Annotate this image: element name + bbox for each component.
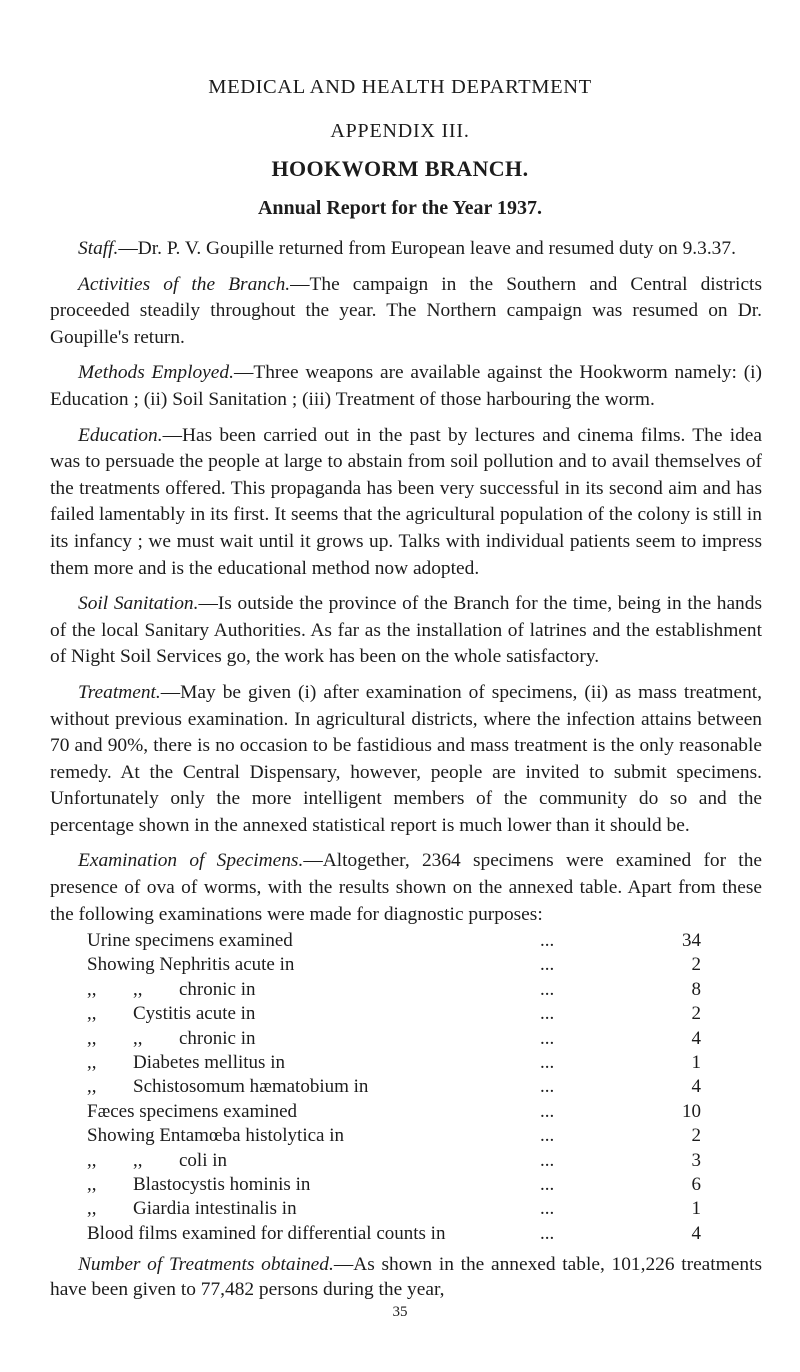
leader-dots: ... — [540, 1173, 555, 1195]
exam-label — [87, 1075, 368, 1099]
appendix-heading: APPENDIX III. — [330, 120, 470, 142]
paragraph-methods — [50, 360, 762, 413]
leader-dots: ... — [540, 1149, 555, 1171]
exam-value: 2 — [691, 1003, 701, 1025]
paragraph-text: —Three weapons are available against the Hookworm namely: (i) Education ; (ii) Soil Sanitation ; (iii) Treatment of those harbouring the worm. — [50, 362, 762, 410]
exam-label — [87, 953, 294, 977]
paragraph-text: —Dr. P. V. Goupille returned from European leave and resumed duty on 9.3.37. — [118, 238, 736, 259]
exam-label-text: Fæces specimens examined — [87, 1100, 298, 1122]
exam-value: 10 — [682, 1100, 701, 1122]
diagnostic-exam-list — [87, 929, 707, 1246]
exam-row — [87, 1173, 707, 1197]
exam-value: 2 — [691, 954, 701, 976]
exam-row — [87, 1075, 707, 1099]
ditto-mark: ,, — [87, 1003, 97, 1025]
leader-dots: ... — [540, 1125, 555, 1147]
ditto-mark: ,, — [133, 1027, 143, 1049]
paragraph-text: —Is outside the province of the Branch for the time, being in the hands of the local Sanitary Authorities. As far as the installation of latrines and the establishment of Night Soil Services go, the work has been on the whole satisfactory. — [50, 593, 762, 668]
leader-dots: ... — [540, 1222, 555, 1244]
ditto-mark: ,, — [87, 1051, 97, 1073]
paragraph-text: —The campaign in the Southern and Central districts proceeded steadily throughout the year. The Northern campaign was resumed on Dr. Goupille's return. — [50, 273, 762, 348]
paragraph-soil-sanitation — [50, 591, 762, 671]
exam-row — [87, 953, 707, 977]
exam-label — [87, 1027, 256, 1051]
leader-dots: ... — [540, 978, 555, 1000]
leader-dots: ... — [540, 1198, 555, 1220]
paragraph-text: —May be given (i) after examination of specimens, (ii) as mass treatment, without previous examination. In agricultural districts, where the infection attains between 70 and 90%, there is no occasion to be fastidious and mass treatment is the only reasonable remedy. At the Central Dispensary, however, people are invited to submit specimens. Unfortunately only the more intelligent members of the community do so and the percentage shown in the annexed statistical report is much lower than it should be. — [50, 681, 762, 836]
exam-label-text: Giardia intestinalis in — [133, 1198, 297, 1220]
exam-label-text: Showing Entamœba histolytica in — [87, 1125, 345, 1147]
paragraph-heading: Treatment. — [78, 681, 161, 703]
leader-dots: ... — [540, 1027, 555, 1049]
paragraph-treatments-count — [50, 1252, 762, 1302]
exam-label — [87, 1197, 297, 1221]
exam-label-text: Diabetes mellitus in — [133, 1051, 285, 1073]
paragraph-education — [50, 423, 762, 583]
exam-label-text: Cystitis acute in — [133, 1003, 256, 1025]
exam-value: 1 — [691, 1198, 701, 1220]
paragraph-heading: Examination of Specimens. — [78, 850, 304, 872]
leader-dots: ... — [540, 1051, 555, 1073]
exam-row — [87, 1100, 707, 1124]
exam-value: 6 — [691, 1173, 701, 1195]
exam-row — [87, 1197, 707, 1221]
exam-label — [87, 978, 256, 1002]
exam-row — [87, 1002, 707, 1026]
exam-label-text: Schistosomum hæmatobium in — [133, 1076, 369, 1098]
report-title: Annual Report for the Year 1937. — [257, 197, 543, 219]
exam-label-text: Blood films examined for differential counts in — [87, 1222, 446, 1244]
exam-label — [87, 1222, 445, 1246]
paragraph-treatment — [50, 680, 762, 840]
paragraph-heading: Activities of the Branch. — [78, 273, 291, 295]
paragraph-activities — [50, 272, 762, 352]
paragraph-heading: Methods Employed. — [78, 362, 234, 384]
exam-value: 2 — [691, 1125, 701, 1147]
ditto-mark: ,, — [87, 1198, 97, 1220]
leader-dots: ... — [540, 954, 555, 976]
exam-label — [87, 1173, 310, 1197]
ditto-mark: ,, — [87, 1149, 97, 1171]
exam-value: 1 — [691, 1051, 701, 1073]
exam-row — [87, 1027, 707, 1051]
paragraph-heading: Staff. — [78, 238, 119, 259]
exam-label — [87, 1002, 255, 1026]
exam-row — [87, 1124, 707, 1148]
exam-row — [87, 929, 707, 953]
leader-dots: ... — [540, 930, 555, 951]
paragraph-text: —As shown in the annexed table, 101,226 treatments have been given to 77,482 persons during the year, — [50, 1254, 762, 1300]
paragraph-text: —Has been carried out in the past by lectures and cinema films. The idea was to persuade the people at large to abstain from soil pollution and to avail themselves of the treatments offered. This propaganda has been very successful in its second aim and has failed lamentably in its first. It seems that the agricultural population of the colony is still in its infancy ; we must wait until it grows up. Talks with individual patients seem to impress them more and is the educational method now adopted. — [50, 424, 762, 579]
exam-label-text: Blastocystis hominis in — [133, 1173, 311, 1195]
exam-label — [87, 1149, 227, 1173]
exam-row — [87, 1149, 707, 1173]
department-heading: MEDICAL AND HEALTH DEPARTMENT — [208, 76, 592, 98]
paragraph-heading: Number of Treatments obtained. — [78, 1254, 334, 1275]
paragraph-heading: Education. — [78, 424, 163, 446]
ditto-mark: ,, — [133, 978, 143, 1000]
exam-label — [87, 1051, 285, 1075]
exam-label — [87, 1100, 297, 1124]
exam-value: 4 — [691, 1076, 701, 1098]
ditto-mark: ,, — [87, 1173, 97, 1195]
exam-value: 4 — [691, 1027, 701, 1049]
exam-label-text: chronic in — [179, 978, 256, 1000]
leader-dots: ... — [540, 1003, 555, 1025]
exam-label — [87, 929, 293, 953]
page-number: 35 — [392, 1304, 408, 1320]
exam-row — [87, 1222, 707, 1246]
exam-row — [87, 978, 707, 1002]
paragraph-examination — [50, 848, 762, 928]
report-body — [50, 236, 762, 937]
branch-heading: HOOKWORM BRANCH. — [271, 156, 529, 181]
ditto-mark: ,, — [133, 1149, 143, 1171]
exam-value: 8 — [691, 978, 701, 1000]
leader-dots: ... — [540, 1076, 555, 1098]
exam-label — [87, 1124, 344, 1148]
exam-value: 3 — [691, 1149, 701, 1171]
leader-dots: ... — [540, 1100, 555, 1122]
exam-label-text: chronic in — [179, 1027, 256, 1049]
ditto-mark: ,, — [87, 1027, 97, 1049]
ditto-mark: ,, — [87, 1076, 97, 1098]
exam-label-text: Urine specimens examined — [87, 930, 293, 951]
paragraph-text: —Altogether, 2364 specimens were examined for the presence of ova of worms, with the results shown on the annexed table. Apart from these the following examinations were made for diagnostic purposes: — [50, 850, 762, 925]
exam-label-text: Showing Nephritis acute in — [87, 954, 295, 976]
exam-value: 4 — [691, 1222, 701, 1244]
paragraph-staff — [50, 236, 762, 263]
paragraph-heading: Soil Sanitation. — [78, 593, 199, 615]
ditto-mark: ,, — [87, 978, 97, 1000]
exam-row — [87, 1051, 707, 1075]
exam-value: 34 — [682, 930, 701, 951]
exam-label-text: coli in — [179, 1149, 228, 1171]
